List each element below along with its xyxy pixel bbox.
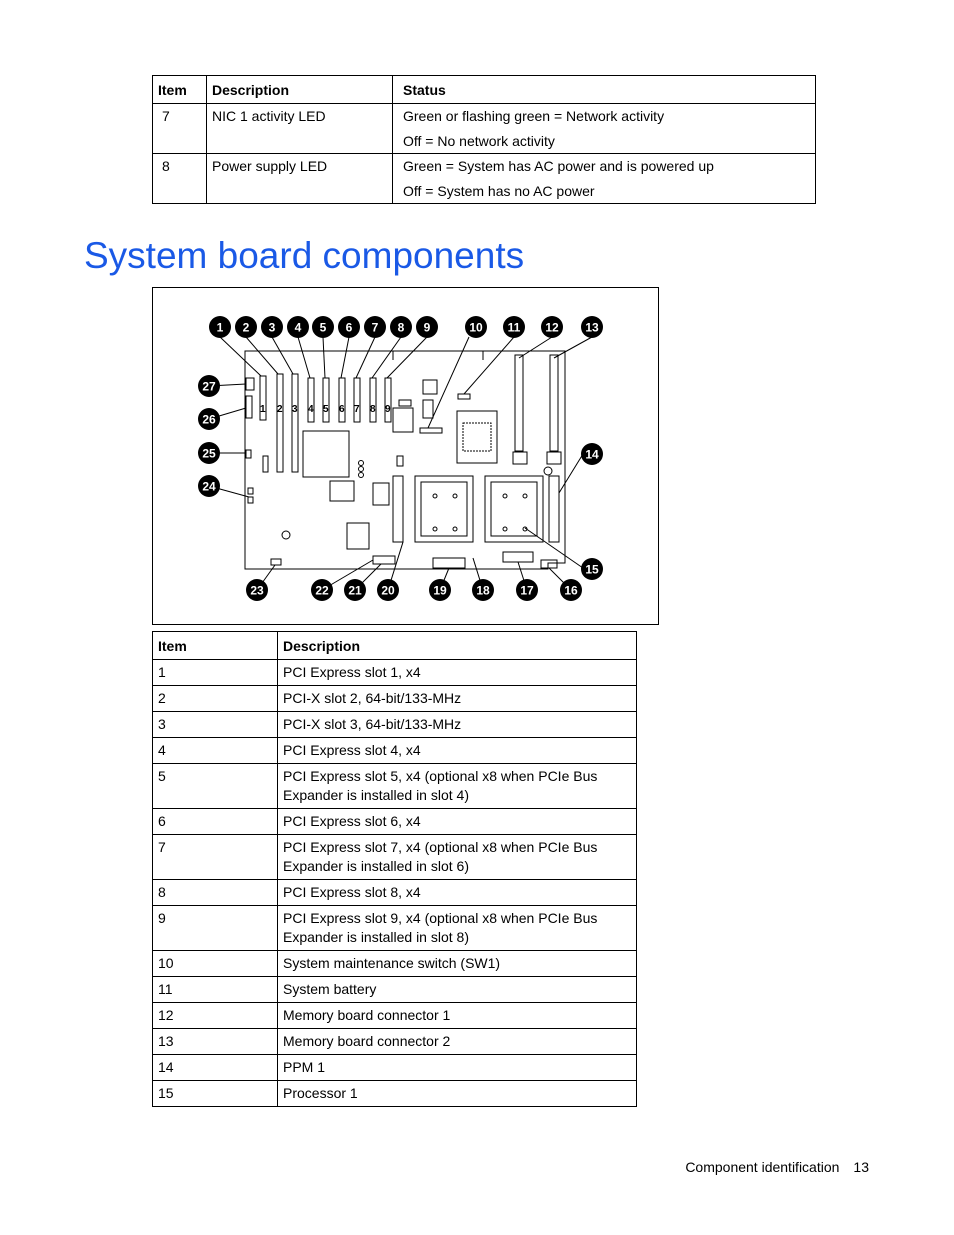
- cell-item: 7: [153, 835, 278, 880]
- callout-18: [472, 579, 494, 601]
- description-line: Expander is installed in slot 6): [283, 858, 469, 874]
- table-row: [153, 1029, 637, 1055]
- svg-text:22: 22: [315, 583, 329, 598]
- slot-label: 3: [292, 404, 298, 415]
- callout-14: [581, 443, 603, 465]
- cell-description: [278, 951, 637, 977]
- description-line: PCI Express slot 7, x4 (optional x8 when PCIe Bus: [283, 839, 598, 855]
- callout-13: [581, 316, 603, 338]
- table-row: [153, 738, 637, 764]
- slot-label: 9: [385, 404, 391, 415]
- cell-status: [393, 154, 816, 204]
- callout-20: [377, 579, 399, 601]
- cell-item: 13: [153, 1029, 278, 1055]
- table-row: [153, 712, 637, 738]
- status-line: Off = No network activity: [403, 133, 555, 149]
- cell-item: 8: [153, 880, 278, 906]
- cell-description: [278, 835, 637, 880]
- cell-description: [278, 1081, 637, 1107]
- table-row: [153, 1003, 637, 1029]
- cell-item: 9: [153, 906, 278, 951]
- cell-description: [278, 977, 637, 1003]
- svg-text:23: 23: [250, 583, 264, 598]
- status-line: Off = System has no AC power: [403, 183, 595, 199]
- callout-23: [246, 579, 268, 601]
- svg-text:25: 25: [202, 446, 216, 461]
- description-line: PPM 1: [283, 1059, 326, 1075]
- svg-text:11: 11: [507, 320, 521, 335]
- table-row: [153, 906, 637, 951]
- svg-text:12: 12: [545, 320, 559, 335]
- section-title: System board components: [84, 235, 525, 276]
- svg-text:26: 26: [202, 412, 216, 427]
- cell-description: [278, 712, 637, 738]
- svg-text:13: 13: [585, 320, 599, 335]
- header-item: Item: [153, 76, 207, 104]
- cell-description: Power supply LED: [207, 154, 393, 204]
- description-line: Expander is installed in slot 8): [283, 929, 469, 945]
- header-description: Description: [207, 76, 393, 104]
- callout-11: [503, 316, 525, 338]
- cell-item: 15: [153, 1081, 278, 1107]
- slot-label: 7: [354, 404, 360, 415]
- callout-3: [261, 316, 283, 338]
- description-line: PCI Express slot 1, x4: [283, 664, 421, 680]
- cell-description: [278, 686, 637, 712]
- description-line: System maintenance switch (SW1): [283, 955, 501, 971]
- cell-description: [278, 880, 637, 906]
- cell-item: 8: [153, 154, 207, 204]
- table-row: [153, 104, 816, 154]
- cell-item: 12: [153, 1003, 278, 1029]
- page-number: 13: [853, 1159, 869, 1175]
- callout-24: [198, 475, 220, 497]
- description-line: PCI Express slot 4, x4: [283, 742, 421, 758]
- page-footer: [685, 1158, 869, 1177]
- description-line: PCI-X slot 2, 64-bit/133-MHz: [283, 690, 462, 706]
- item-table: [152, 631, 637, 1107]
- cell-description: [278, 764, 637, 809]
- cell-description: [278, 1055, 637, 1081]
- svg-text:5: 5: [319, 320, 327, 335]
- description-line: PCI Express slot 9, x4 (optional x8 when PCIe Bus: [283, 910, 598, 926]
- svg-text:18: 18: [476, 583, 490, 598]
- svg-text:24: 24: [202, 479, 216, 494]
- cell-description: [278, 660, 637, 686]
- svg-text:9: 9: [423, 320, 431, 335]
- description-line: PCI Express slot 5, x4 (optional x8 when PCIe Bus: [283, 768, 598, 784]
- cell-description: [278, 906, 637, 951]
- slot-label: 1: [260, 404, 266, 415]
- svg-text:8: 8: [397, 320, 405, 335]
- table-row: [153, 764, 637, 809]
- callout-12: [541, 316, 563, 338]
- callout-22: [311, 579, 333, 601]
- status-line: Green or flashing green = Network activity: [403, 108, 665, 124]
- header-description: Description: [278, 632, 637, 660]
- callout-27: [198, 375, 220, 397]
- svg-text:27: 27: [202, 379, 216, 394]
- table-row: [153, 1081, 637, 1107]
- cell-item: 3: [153, 712, 278, 738]
- callout-19: [429, 579, 451, 601]
- table-row: [153, 977, 637, 1003]
- status-table-header: [153, 76, 816, 104]
- slot-label: 8: [370, 404, 376, 415]
- callout-16: [560, 579, 582, 601]
- callout-1: [209, 316, 231, 338]
- svg-text:21: 21: [348, 583, 362, 598]
- table-row: [153, 1055, 637, 1081]
- cell-item: 11: [153, 977, 278, 1003]
- table-row: [153, 660, 637, 686]
- slot-label: 6: [339, 404, 345, 415]
- cell-description: [278, 738, 637, 764]
- cell-description: NIC 1 activity LED: [207, 104, 393, 154]
- callout-6: [338, 316, 360, 338]
- callout-2: [235, 316, 257, 338]
- callout-10: [465, 316, 487, 338]
- cell-item: 1: [153, 660, 278, 686]
- table-row: [153, 880, 637, 906]
- svg-text:17: 17: [520, 583, 534, 598]
- description-line: PCI-X slot 3, 64-bit/133-MHz: [283, 716, 462, 732]
- footer-section: Component identification: [685, 1159, 840, 1175]
- cell-item: 2: [153, 686, 278, 712]
- description-line: PCI Express slot 8, x4: [283, 884, 421, 900]
- item-table-header: [153, 632, 637, 660]
- callout-5: [312, 316, 334, 338]
- cell-item: 10: [153, 951, 278, 977]
- svg-text:1: 1: [216, 320, 224, 335]
- svg-text:3: 3: [268, 320, 276, 335]
- slot-label: 2: [277, 404, 283, 415]
- header-item: Item: [153, 632, 278, 660]
- callout-9: [416, 316, 438, 338]
- slot-label: 4: [308, 404, 314, 415]
- cell-description: [278, 1029, 637, 1055]
- callout-15: [581, 558, 603, 580]
- svg-text:4: 4: [294, 320, 302, 335]
- header-status: Status: [393, 76, 816, 104]
- description-line: Memory board connector 2: [283, 1033, 451, 1049]
- description-line: Processor 1: [283, 1085, 358, 1101]
- cell-description: [278, 1003, 637, 1029]
- description-line: System battery: [283, 981, 377, 997]
- system-board-diagram: [152, 287, 659, 625]
- svg-text:14: 14: [585, 447, 599, 462]
- callout-4: [287, 316, 309, 338]
- cell-item: 14: [153, 1055, 278, 1081]
- table-row: [153, 154, 816, 204]
- callout-7: [364, 316, 386, 338]
- callout-17: [516, 579, 538, 601]
- table-row: [153, 809, 637, 835]
- svg-text:10: 10: [469, 320, 483, 335]
- cell-item: 5: [153, 764, 278, 809]
- system-board-illustration: [153, 288, 658, 624]
- description-line: Expander is installed in slot 4): [283, 787, 469, 803]
- svg-text:6: 6: [345, 320, 353, 335]
- cell-status: [393, 104, 816, 154]
- description-line: Memory board connector 1: [283, 1007, 451, 1023]
- svg-text:2: 2: [242, 320, 250, 335]
- cell-description: [278, 809, 637, 835]
- callout-25: [198, 442, 220, 464]
- svg-text:20: 20: [381, 583, 395, 598]
- table-row: [153, 835, 637, 880]
- item-table-body: [153, 660, 637, 1107]
- cell-item: 7: [153, 104, 207, 154]
- status-line: Green = System has AC power and is powered up: [403, 158, 714, 174]
- slot-label: 5: [323, 404, 329, 415]
- callout-8: [390, 316, 412, 338]
- cell-item: 4: [153, 738, 278, 764]
- svg-text:7: 7: [371, 320, 379, 335]
- callout-26: [198, 408, 220, 430]
- description-line: PCI Express slot 6, x4: [283, 813, 421, 829]
- svg-text:19: 19: [433, 583, 447, 598]
- table-row: [153, 686, 637, 712]
- status-table: [152, 75, 816, 204]
- cell-item: 6: [153, 809, 278, 835]
- callout-21: [344, 579, 366, 601]
- table-row: [153, 951, 637, 977]
- svg-text:16: 16: [564, 583, 578, 598]
- svg-text:15: 15: [585, 562, 599, 577]
